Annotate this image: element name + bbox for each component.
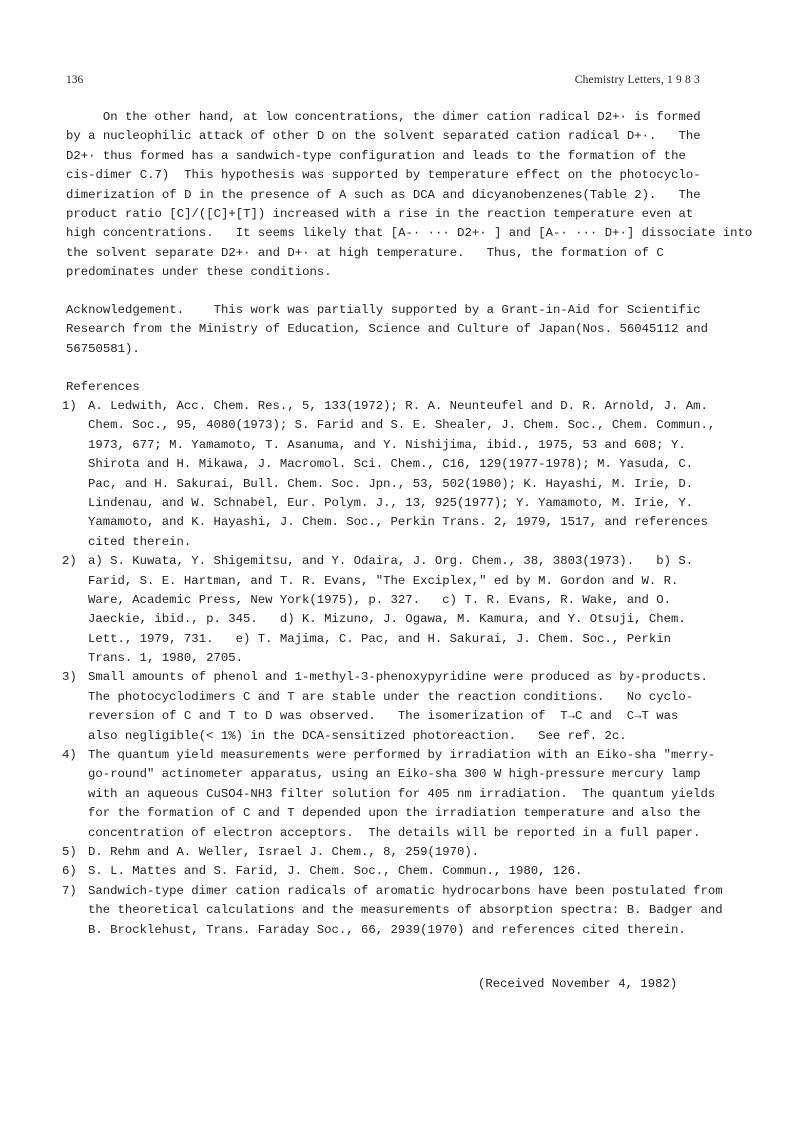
- reference-line: Lett., 1979, 731. e) T. Majima, C. Pac, and H. Sakurai, J. Chem. Soc., Perkin: [88, 631, 671, 646]
- reference-line: reversion of C and T to D was observed. The isomerization of T→C and C→T was: [88, 709, 679, 724]
- body-line: cis-dimer C.7) This hypothesis was supported by temperature effect on the photocyclo-: [66, 168, 701, 183]
- reference-line: also negligible(< 1%) in the DCA-sensitized photoreaction. See ref. 2c.: [88, 728, 627, 743]
- reference-line: Ware, Academic Press, New York(1975), p. 327. c) T. R. Evans, R. Wake, and O.: [88, 592, 671, 607]
- reference-line: The photocyclodimers C and T are stable under the reaction conditions. No cyclo-: [88, 689, 694, 704]
- reference-line: Shirota and H. Mikawa, J. Macromol. Sci. Chem., C16, 129(1977-1978); M. Yasuda, C.: [88, 457, 694, 472]
- body-paragraph: [66, 108, 753, 283]
- reference-line: D. Rehm and A. Weller, Israel J. Chem., 8, 259(1970).: [88, 844, 480, 859]
- reference-line: Yamamoto, and K. Hayashi, J. Chem. Soc., Perkin Trans. 2, 1979, 1517, and references: [88, 515, 708, 530]
- reference-line: S. L. Mattes and S. Farid, J. Chem. Soc., Chem. Commun., 1980, 126.: [88, 864, 583, 879]
- reference-line: cited therein.: [88, 534, 192, 549]
- reference-number: 2): [62, 554, 77, 569]
- reference-number: 4): [62, 748, 77, 763]
- running-header: [66, 72, 700, 88]
- reference-line: Trans. 1, 1980, 2705.: [88, 651, 243, 666]
- reference-item: [62, 882, 756, 940]
- acknowledgement-line: Research from the Ministry of Education, Science and Culture of Japan(Nos. 56045112 and: [66, 322, 709, 337]
- body-line: On the other hand, at low concentrations, the dimer cation radical D2+· is formed: [66, 110, 701, 124]
- body-line: by a nucleophilic attack of other D on the solvent separated cation radical D+·. The: [66, 129, 701, 144]
- reference-line: The quantum yield measurements were performed by irradiation with an Eiko-sha "merry-: [88, 748, 716, 763]
- reference-line: Small amounts of phenol and 1-methyl-3-phenoxypyridine were produced as by-products.: [88, 670, 708, 685]
- body-line: D2+· thus formed has a sandwich-type configuration and leads to the formation of the: [66, 148, 686, 163]
- reference-line: Pac, and H. Sakurai, Bull. Chem. Soc. Jpn., 53, 502(1980); K. Hayashi, M. Irie, D.: [88, 476, 694, 491]
- reference-item: [62, 552, 756, 668]
- reference-item: [62, 843, 756, 862]
- reference-item: [62, 862, 756, 881]
- references-heading: References: [66, 380, 140, 394]
- reference-number: 7): [62, 883, 77, 898]
- reference-item: [62, 746, 756, 843]
- reference-line: Jaeckie, ibid., p. 345. d) K. Mizuno, J. Ogawa, M. Kamura, and Y. Otsuji, Chem.: [88, 612, 686, 627]
- reference-line: B. Brocklehust, Trans. Faraday Soc., 66, 2939(1970) and references cited therein.: [88, 922, 686, 937]
- references-list: [62, 397, 756, 940]
- reference-number: 5): [62, 844, 77, 859]
- acknowledgement-line: Acknowledgement. This work was partially supported by a Grant-in-Aid for Scientific: [66, 303, 701, 317]
- body-line: high concentrations. It seems likely that [A-· ··· D2+· ] and [A-· ··· D+·] dissociate into: [66, 226, 753, 241]
- reference-line: the theoretical calculations and the measurements of absorption spectra: B. Badger and: [88, 903, 723, 918]
- reference-line: Sandwich-type dimer cation radicals of aromatic hydrocarbons have been postulated from: [88, 883, 723, 898]
- acknowledgement-line: 56750581).: [66, 341, 140, 356]
- journal-name: Chemistry Letters, 1 9 8 3: [574, 74, 700, 86]
- reference-line: Farid, S. E. Hartman, and T. R. Evans, "The Exciplex," ed by M. Gordon and W. R.: [88, 573, 679, 588]
- reference-number: 6): [62, 864, 77, 879]
- reference-line: with an aqueous CuSO4-NH3 filter solution for 405 nm irradiation. The quantum yields: [88, 786, 716, 801]
- reference-number: 3): [62, 670, 77, 685]
- reference-item: [62, 397, 756, 552]
- reference-number: 1): [62, 399, 77, 413]
- body-line: product ratio [C]/([C]+[T]) increased with a rise in the reaction temperature even at: [66, 206, 694, 221]
- acknowledgement: [66, 301, 709, 359]
- reference-line: concentration of electron acceptors. The details will be reported in a full paper.: [88, 825, 701, 840]
- body-line: dimerization of D in the presence of A such as DCA and dicyanobenzenes(Table 2). The: [66, 187, 701, 202]
- body-line: the solvent separate D2+· and D+· at high temperature. Thus, the formation of C: [66, 245, 664, 260]
- reference-line: for the formation of C and T depended upon the irradiation temperature and also the: [88, 806, 701, 821]
- reference-line: Lindenau, and W. Schnabel, Eur. Polym. J., 13, 925(1977); Y. Yamamoto, M. Irie, Y.: [88, 495, 694, 510]
- body-line: predominates under these conditions.: [66, 265, 332, 280]
- reference-line: go-round" actinometer apparatus, using an Eiko-sha 300 W high-pressure mercury lamp: [88, 767, 701, 782]
- reference-line: Chem. Soc., 95, 4080(1973); S. Farid and S. E. Shealer, J. Chem. Soc., Chem. Commun.,: [88, 418, 716, 433]
- page-number: 136: [66, 74, 84, 86]
- received-date: (Received November 4, 1982): [478, 977, 678, 991]
- reference-line: a) S. Kuwata, Y. Shigemitsu, and Y. Odaira, J. Org. Chem., 38, 3803(1973). b) S.: [88, 554, 694, 569]
- reference-line: A. Ledwith, Acc. Chem. Res., 5, 133(1972); R. A. Neunteufel and D. R. Arnold, J. Am.: [88, 399, 708, 413]
- reference-line: 1973, 677; M. Yamamoto, T. Asanuma, and Y. Nishijima, ibid., 1975, 53 and 608; Y.: [88, 437, 686, 452]
- reference-item: [62, 668, 756, 746]
